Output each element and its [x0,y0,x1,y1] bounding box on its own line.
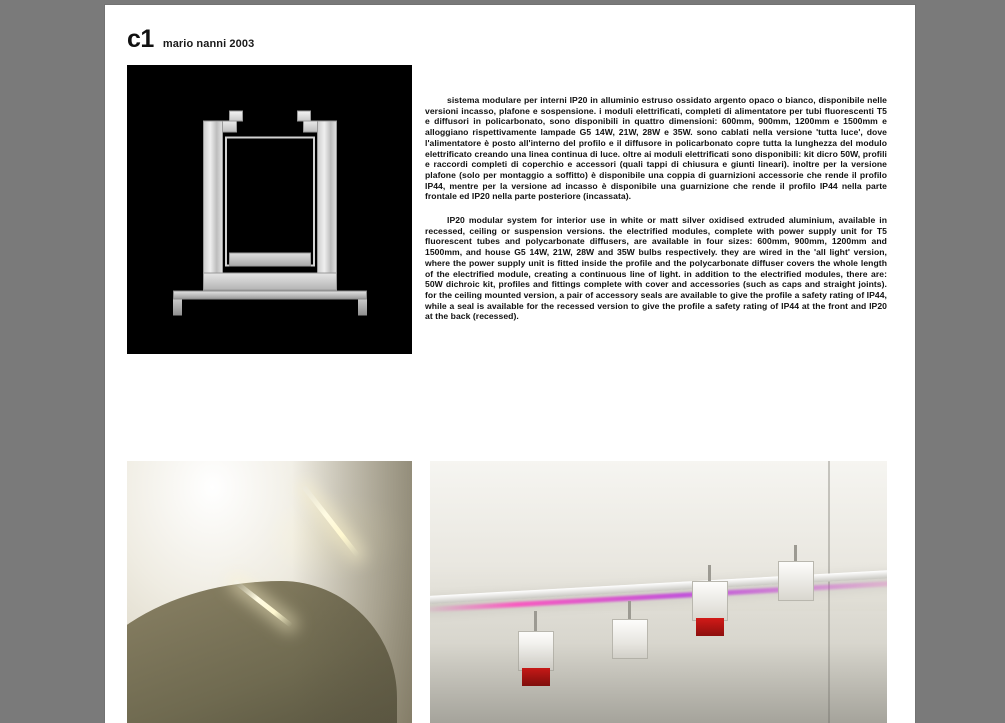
page-header [127,27,254,52]
profile-bottom [203,272,337,290]
wall-shadow [292,461,412,723]
designer-credit: mario nanni 2003 [162,38,255,50]
paragraph-english: IP20 modular system for interior use in white or matt silver oxidised extruded aluminium, available in recessed, ceiling or suspension versions. the electrified modules, complete with power supply unit for T5 fluorescent tubes and polycarbonate diffusers, are available in four sizes: 600mm, 900mm, 1200mm and 1500mm, and house G5 14W, 21W, 28W and 35W bulbs respectively. they are wired in the 'all light' version, where the power supply unit is fitted inside the profile and the polycarbonate diffuser covers the whole length of the electrified module, creating a continuous line of light. in addition to the electrified modules, there are: 50W dichroic kit, profiles and fittings complete with cover and accessories (such as caps and straight joints). for the ceiling mounted version, a pair of accessory seals are available to give the profile a safety rating of IP44, while a seal is available for the recessed version to give the profile a safety rating of IP44 at the front and IP20 at the back (recessed). [425,215,887,322]
profile-inner-lip [229,252,311,266]
profile-flange [173,290,367,299]
paragraph-italian: sistema modulare per interni IP20 in alluminio estruso ossidato argento opaco o bianco, disponibile nelle versioni incasso, plafone e sospensione. i moduli elettrificati, completi di alimentatore per tubi fluorescenti T5 e diffusori in policarbonato, sono disponibili in quattro dimensioni: 600mm, 900mm, 1200mm e 1500mm e alloggiano rispettivamente lampade G5 14W, 21W, 28W e 35W. sono cablati nella versione 'tutta luce', dove l'alimentatore è posto all'interno del profilo e il diffusore in policarbonato copre tutta la lunghezza del modulo elettrificato creando una linea continua di luce. oltre ai moduli elettrificati sono disponibili: kit dicro 50W, profili e raccordi completi di coperchio e accessori (quali tappi di chiusura e giunti lineari). inoltre per la versione plafone (solo per montaggio a soffitto) è disponibile una coppia di guarnizioni accessorie che rende il profilo IP44, mentre per la versione ad incasso è disponibile una guarnizione che rende il profilo IP44 nella parte frontale ed IP20 nella parte posteriore (incassata). [425,95,887,202]
fixture-3 [692,581,728,621]
product-profile-photo [127,65,412,354]
installation-photo-track-fixtures [430,461,887,723]
profile-inner-cavity [225,136,315,266]
fixture-post-1 [534,611,537,633]
profile-tab-right [358,299,367,315]
document-page [105,5,915,723]
description-text-column [425,95,887,335]
profile-side-left [203,120,223,290]
profile-illustration [195,102,345,317]
profile-tab-left [173,299,182,315]
installation-photo-curved-ceiling [127,461,412,723]
fixture-4 [778,561,814,601]
profile-side-right [317,120,337,290]
floor-shadow [430,643,887,723]
product-code: c1 [127,25,154,53]
fixture-post-2 [628,601,631,621]
